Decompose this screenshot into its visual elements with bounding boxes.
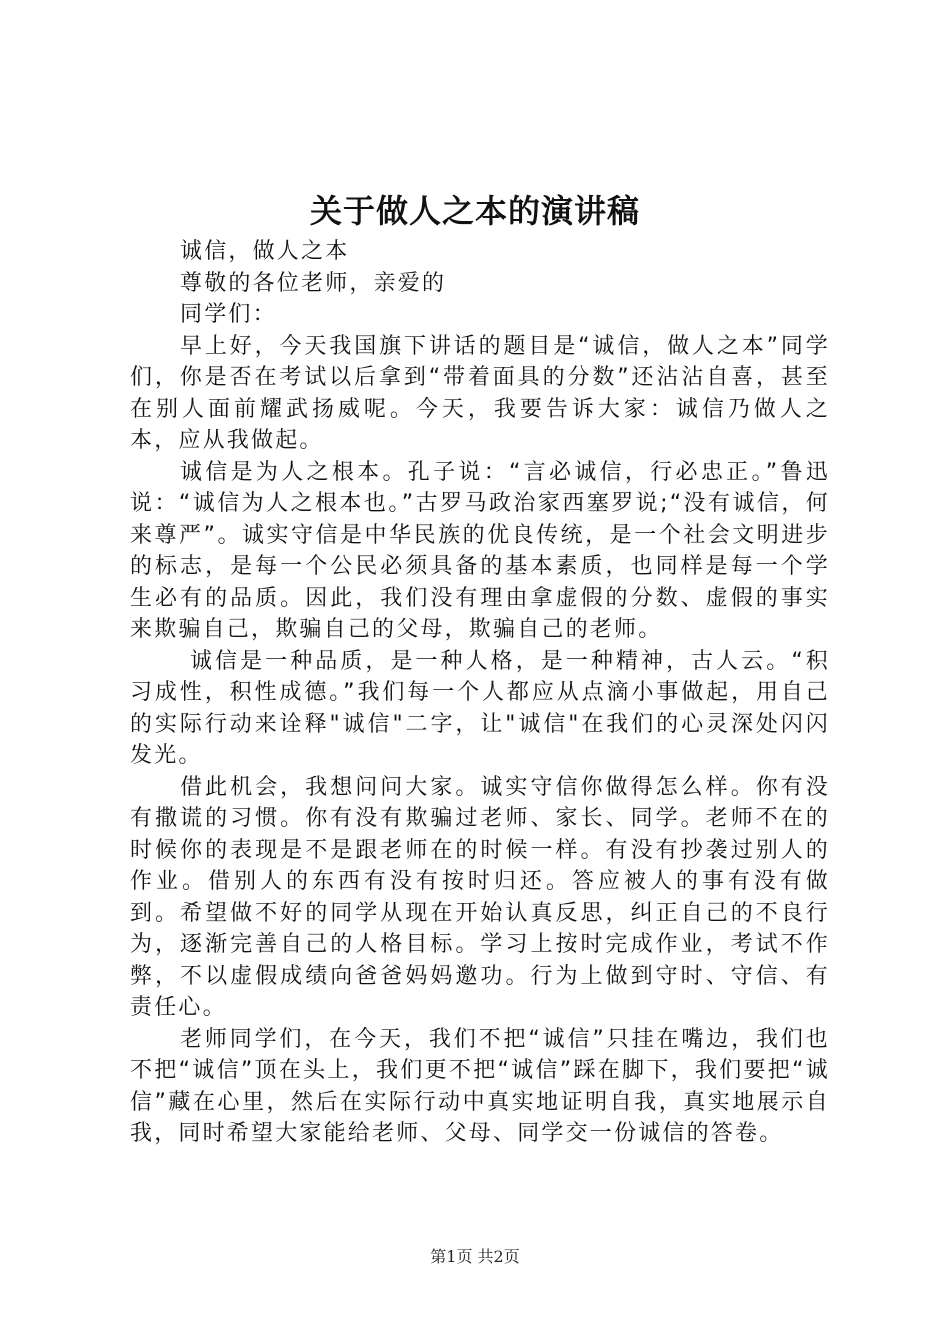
body-paragraph: 借此机会，我想问问大家。诚实守信你做得怎么样。你有没有撒谎的习惯。你有没有欺骗过老师、家长、同学。老师不在的时候你的表现是不是跟老师在的时候一样。有没有抄袭过别人的作业。借别人的东西有没有按时归还。答应被人的事有没有做到。希望做不好的同学从现在开始认真反思，纠正自己的不良行为，逐渐完善自己的人格目标。学习上按时完成作业，考试不作弊，不以虚假成绩向爸爸妈妈邀功。行为上做到守时、守信、有责任心。 <box>130 774 830 1020</box>
body-paragraph: 诚信是一种品质，是一种人格，是一种精神，古人云。“积习成性，积性成德。”我们每一个人都应从点滴小事做起，用自己的实际行动来诠释"诚信"二字，让"诚信"在我们的心灵深处闪闪发光。 <box>130 648 830 768</box>
salutation-line-1: 尊敬的各位老师，亲爱的 <box>180 270 447 296</box>
document-body <box>130 236 830 1150</box>
salutation-line-2: 同学们： <box>180 302 277 327</box>
body-paragraph: 老师同学们，在今天，我们不把“诚信”只挂在嘴边，我们也不把“诚信”顶在头上，我们更不把“诚信”踩在脚下，我们要把“诚信”藏在心里，然后在实际行动中真实地证明自我，真实地展示自我，同时希望大家能给老师、父母、同学交一份诚信的答卷。 <box>130 1026 830 1146</box>
body-paragraph: 早上好，今天我国旗下讲话的题目是“诚信，做人之本”同学们，你是否在考试以后拿到“带着面具的分数”还沾沾自喜，甚至在别人面前耀武扬威呢。今天，我要告诉大家：诚信乃做人之本，应从我做起。 <box>130 333 830 453</box>
body-paragraph: 诚信是为人之根本。孔子说：“言必诚信，行必忠正。”鲁迅说：“诚信为人之根本也。”古罗马政治家西塞罗说;“没有诚信，何来尊严”。诚实守信是中华民族的优良传统，是一个社会文明进步的标志，是每一个公民必须具备的基本素质，也同样是每一个学生必有的品质。因此，我们没有理由拿虚假的分数、虚假的事实来欺骗自己，欺骗自己的父母，欺骗自己的老师。 <box>130 459 830 642</box>
document-title: 关于做人之本的演讲稿 <box>309 192 640 230</box>
page-number: 第1页 共2页 <box>430 1247 520 1266</box>
speech-subtitle: 诚信，做人之本 <box>180 239 350 264</box>
